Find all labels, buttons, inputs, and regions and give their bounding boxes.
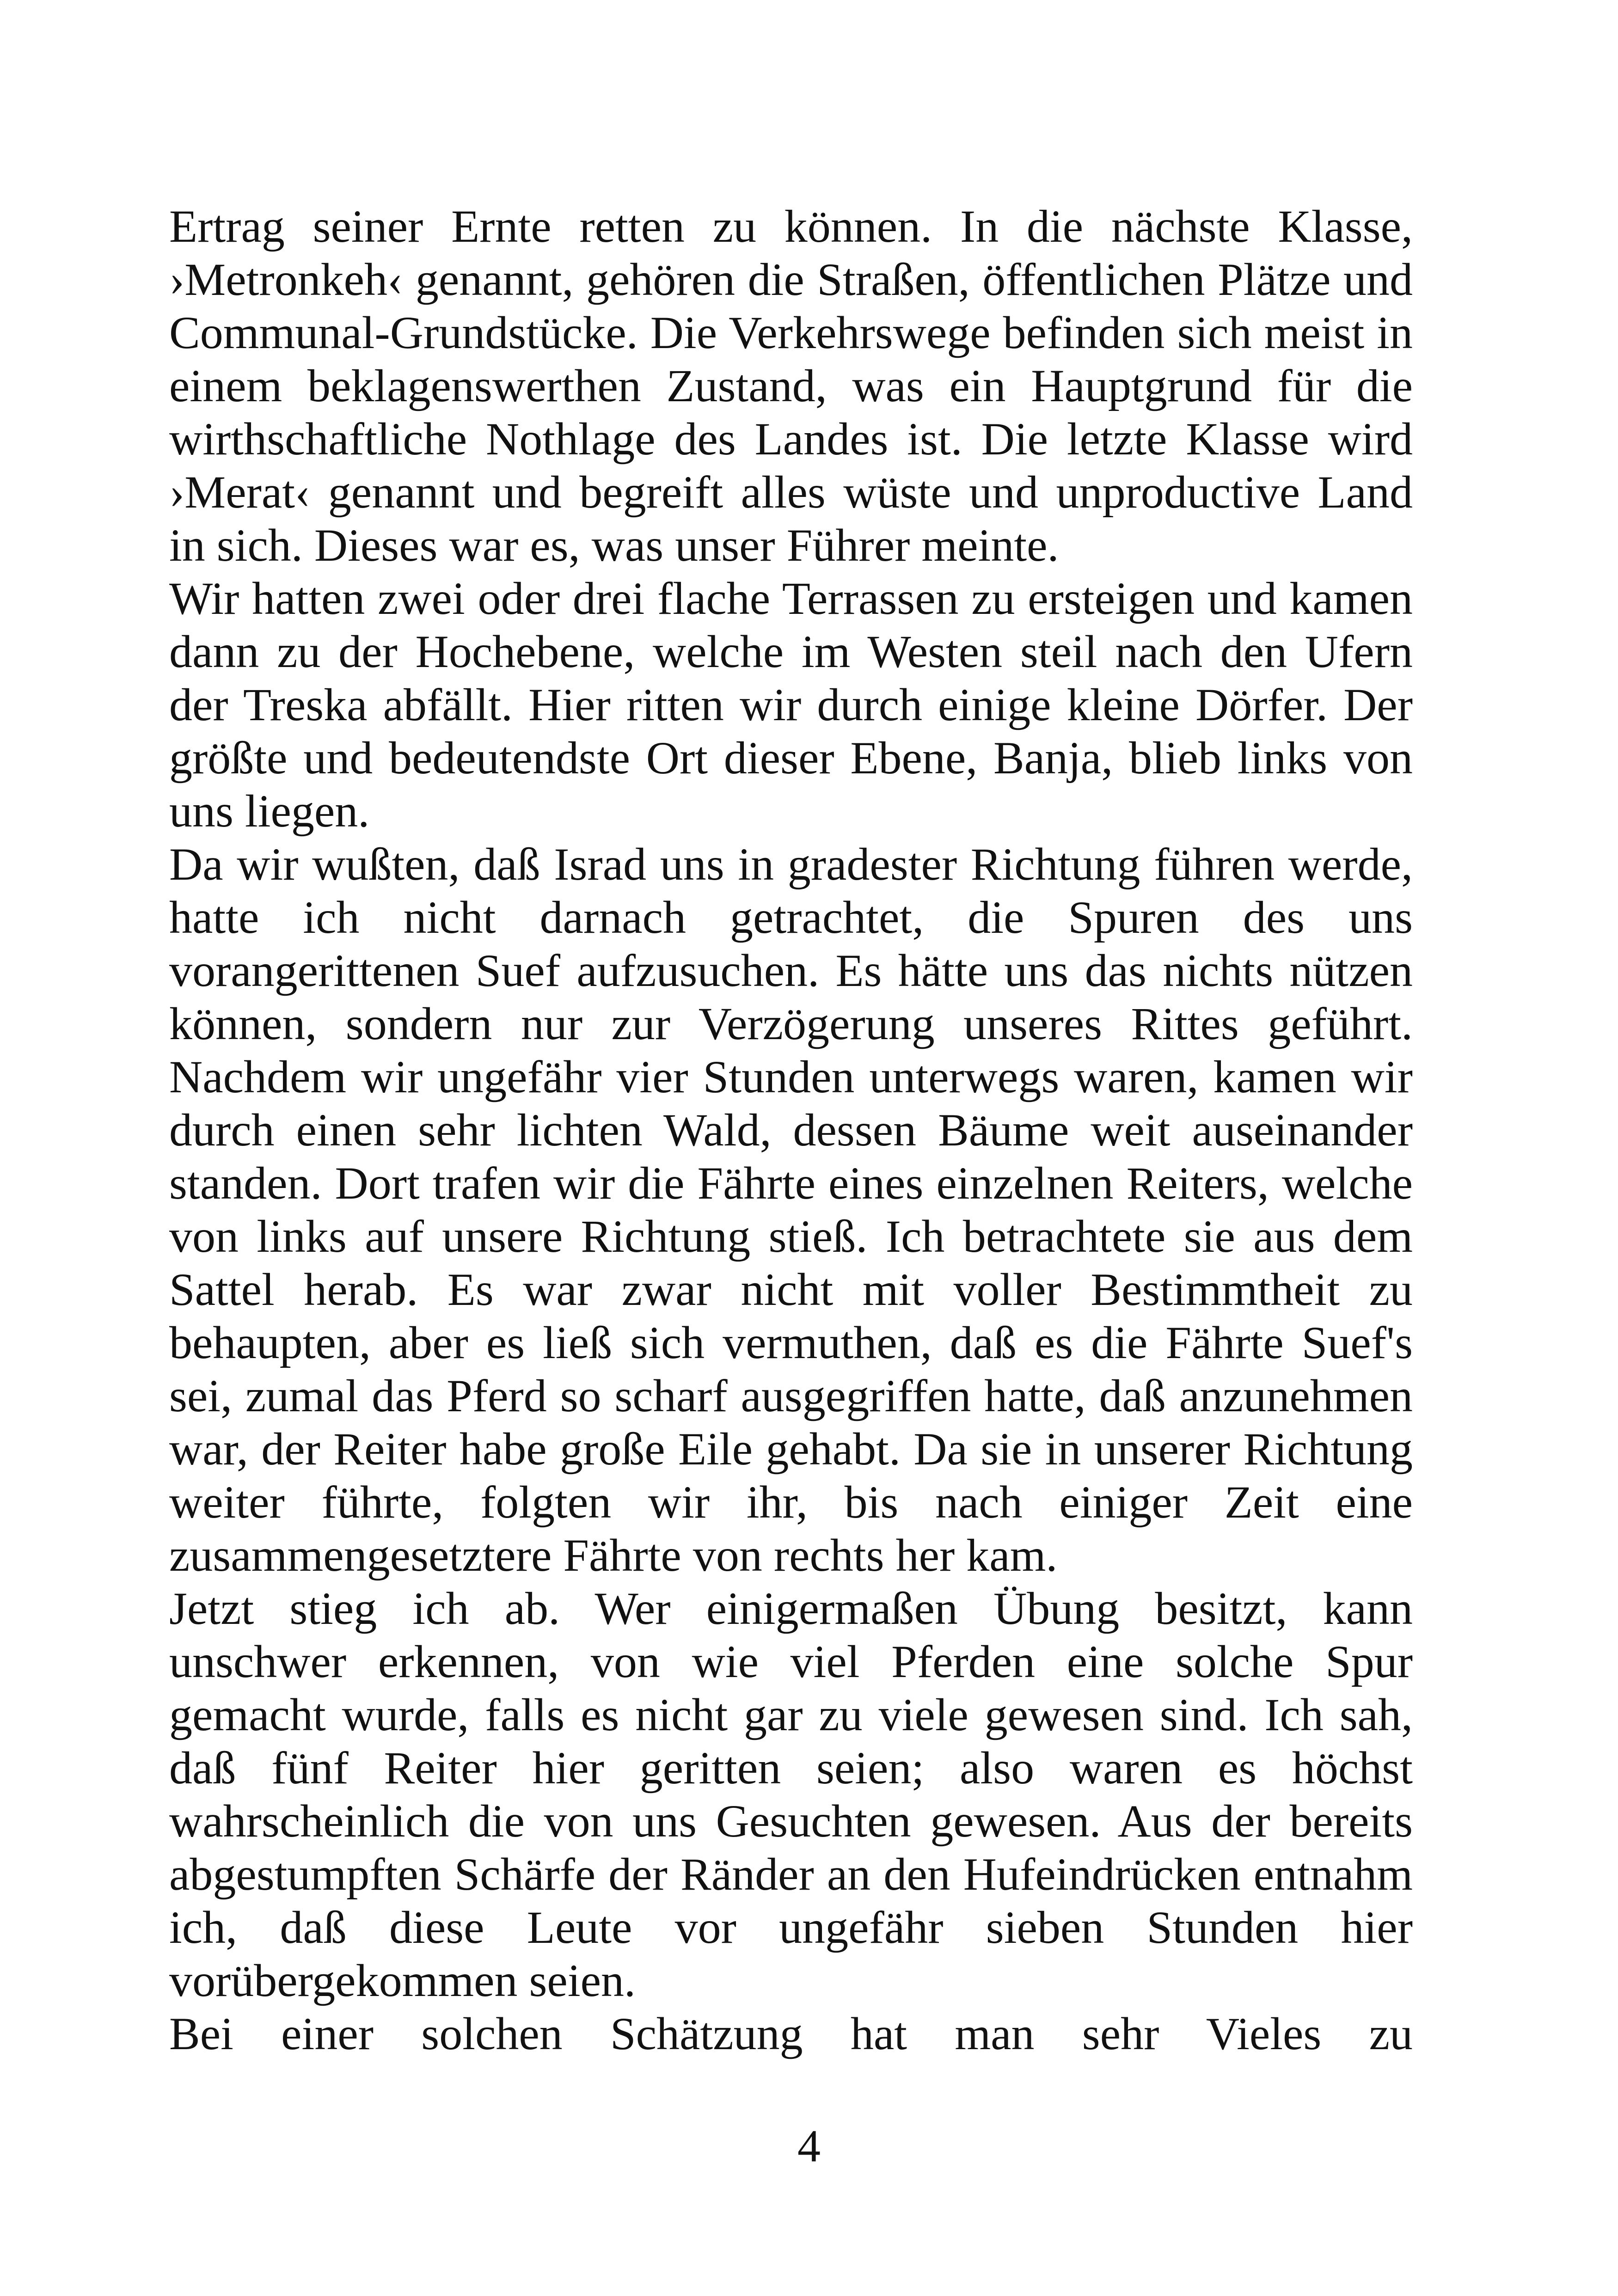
text-line: ich, daß diese Leute vor ungefähr sieben Stunden hier [169,1902,1413,1953]
text-line: Wir hatten zwei oder drei flache Terrassen zu ersteigen und kamen [169,573,1413,624]
text-line: standen. Dort trafen wir die Fährte eines einzelnen Reiters, welche [169,1157,1413,1209]
text-line: durch einen sehr lichten Wald, dessen Bäume weit auseinander [169,1104,1413,1156]
page-number: 4 [797,2120,821,2172]
text-line: ›Metronkeh‹ genannt, gehören die Straßen, öffentlichen Plätze und [169,254,1413,305]
text-line: einem beklagenswerthen Zustand, was ein Hauptgrund für die [169,360,1413,411]
text-line: vorübergekommen seien. [169,1955,636,2006]
text-line: Jetzt stieg ich ab. Wer einigermaßen Übung besitzt, kann [169,1583,1413,1634]
text-line: Communal-Grundstücke. Die Verkehrswege befinden sich meist in [169,307,1413,358]
text-line: hatte ich nicht darnach getrachtet, die Spuren des uns [169,892,1413,943]
text-line: ›Merat‹ genannt und begreift alles wüste und unproductive Land [169,466,1413,518]
text-line: unschwer erkennen, von wie viel Pferden eine solche Spur [169,1636,1413,1687]
body-text [169,200,1413,2060]
text-line: behaupten, aber es ließ sich vermuthen, daß es die Fährte Suef's [169,1317,1413,1368]
paragraph-1 [169,200,1413,572]
text-line: wahrscheinlich die von uns Gesuchten gewesen. Aus der bereits [169,1795,1413,1847]
text-line: wirthschaftliche Nothlage des Landes ist. Die letzte Klasse wird [169,413,1413,465]
text-line: in sich. Dieses war es, was unser Führer meinte. [169,520,1059,571]
paragraph-4 [169,1582,1413,2007]
text-line: daß fünf Reiter hier geritten seien; also waren es höchst [169,1742,1413,1794]
paragraph-2 [169,572,1413,838]
text-line: vorangerittenen Suef aufzusuchen. Es hätte uns das nichts nützen [169,945,1413,996]
text-line: größte und bedeutendste Ort dieser Ebene, Banja, blieb links von [169,732,1413,784]
text-line: weiter führte, folgten wir ihr, bis nach einiger Zeit eine [169,1476,1413,1528]
text-line: gemacht wurde, falls es nicht gar zu viele gewesen sind. Ich sah, [169,1689,1413,1740]
text-line: Nachdem wir ungefähr vier Stunden unterwegs waren, kamen wir [169,1051,1413,1102]
text-line: Bei einer solchen Schätzung hat man sehr Vieles zu [169,2008,1413,2059]
text-line: Ertrag seiner Ernte retten zu können. In die nächste Klasse, [169,201,1413,252]
paragraph-3 [169,838,1413,1582]
text-line: war, der Reiter habe große Eile gehabt. Da sie in unserer Richtung [169,1423,1413,1475]
paragraph-5 [169,2007,1413,2060]
text-line: zusammengesetztere Fährte von rechts her kam. [169,1530,1058,1581]
text-line: Da wir wußten, daß Israd uns in gradester Richtung führen werde, [169,839,1413,890]
text-line: sei, zumal das Pferd so scharf ausgegriffen hatte, daß anzunehmen [169,1370,1413,1421]
text-line: der Treska abfällt. Hier ritten wir durch einige kleine Dörfer. Der [169,679,1413,730]
text-line: Sattel herab. Es war zwar nicht mit voller Bestimmtheit zu [169,1264,1413,1315]
text-line: von links auf unsere Richtung stieß. Ich betrachtete sie aus dem [169,1211,1413,1262]
text-line: uns liegen. [169,785,370,837]
text-line: abgestumpften Schärfe der Ränder an den Hufeindrücken entnahm [169,1849,1413,1900]
text-line: dann zu der Hochebene, welche im Westen steil nach den Ufern [169,626,1413,677]
text-line: können, sondern nur zur Verzögerung unseres Rittes geführt. [169,998,1413,1049]
